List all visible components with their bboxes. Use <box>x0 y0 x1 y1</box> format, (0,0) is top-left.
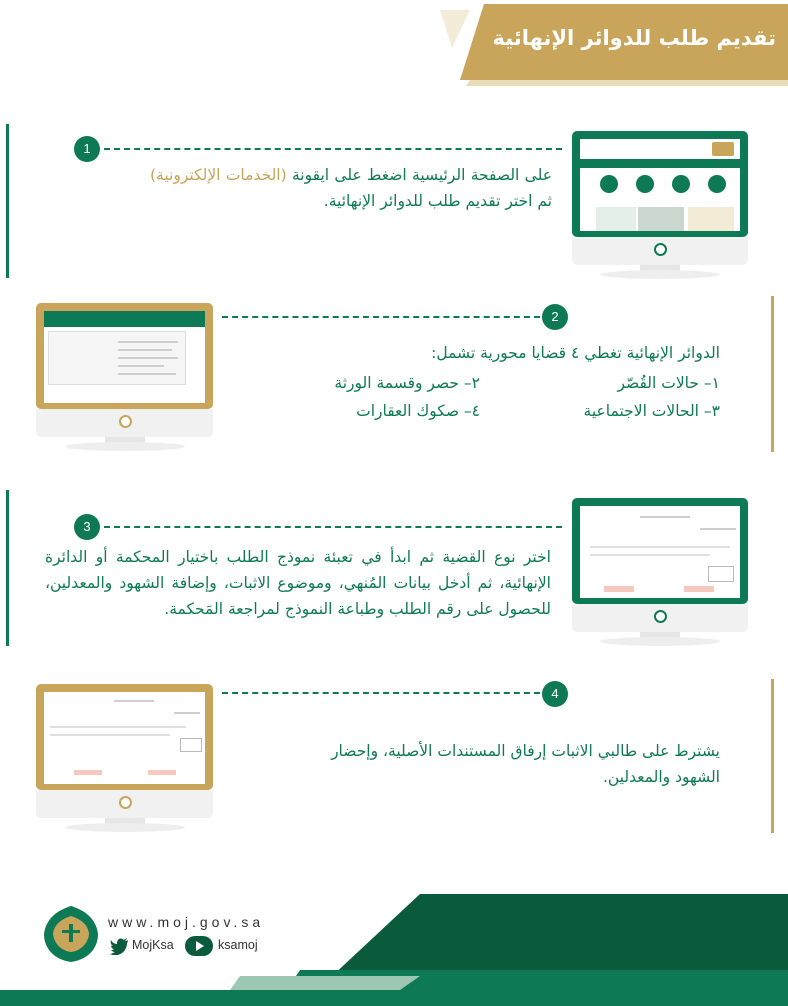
step1-text: على الصفحة الرئيسية اضغط على ايقونة (الخدمات الإلكترونية) ثم اختر تقديم طلب للدوائر الإنهائية. <box>150 166 552 210</box>
step2-item2: ٢– حصر وقسمة الورثة <box>334 374 480 392</box>
ministry-logo <box>40 904 102 964</box>
monitor-3 <box>572 498 748 646</box>
step3-dashed-line <box>104 526 562 528</box>
step2-side-bar <box>771 296 774 452</box>
step1-badge: 1 <box>74 136 100 162</box>
monitor-2 <box>36 303 213 453</box>
step2-badge: 2 <box>542 304 568 330</box>
eservices-link-text: (الخدمات الإلكترونية) <box>150 166 287 184</box>
step2-item1: ١– حالات القُصّر <box>617 374 720 392</box>
step1-side-bar <box>6 124 9 278</box>
monitor-4 <box>36 684 213 834</box>
step1-dashed-line <box>104 148 562 150</box>
step2-item3: ٣– الحالات الاجتماعية <box>583 402 720 420</box>
twitter-icon[interactable] <box>110 937 130 955</box>
step2-intro: الدوائر الإنهائية تغطي ٤ قضايا محورية تشمل: <box>431 344 720 362</box>
step3-text: اختر نوع القضية ثم ابدأ في تعبئة نموذج الطلب باختيار المحكمة أو الدائرة الإنهائية، ثم أدخل بيانات المُنهي، وموضوع الاثبات، وإضافة الشهود والمعدلين، للحصول على رقم الطلب وطباعة النموذج لمراجعة المَحكمة. <box>45 548 551 618</box>
page-title: تقديم طلب للدوائر الإنهائية <box>492 26 776 50</box>
monitor-1 <box>572 131 748 279</box>
step2-item4: ٤– صكوك العقارات <box>356 402 480 420</box>
website-url[interactable]: www.moj.gov.sa <box>108 914 265 930</box>
step3-badge: 3 <box>74 514 100 540</box>
step4-side-bar <box>771 679 774 833</box>
twitter-handle[interactable]: MojKsa <box>132 938 174 952</box>
step3-side-bar <box>6 490 9 646</box>
step2-dashed-line <box>222 316 540 318</box>
youtube-icon[interactable] <box>185 936 213 956</box>
youtube-handle[interactable]: ksamoj <box>218 938 258 952</box>
step4-badge: 4 <box>542 681 568 707</box>
step4-text: يشترط على طالبي الاثبات إرفاق المستندات الأصلية، وإحضار الشهود والمعدلين. <box>331 742 720 786</box>
step4-dashed-line <box>222 692 540 694</box>
